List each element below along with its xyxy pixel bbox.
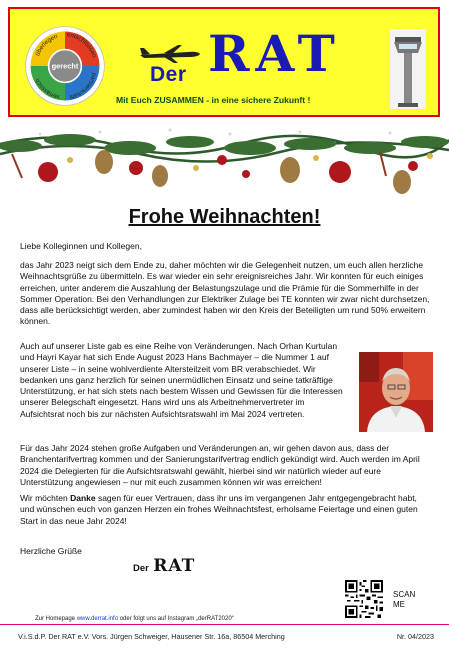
paragraph-4-start: Wir möchten	[20, 493, 71, 503]
qr-scan-label	[393, 590, 415, 610]
paragraph-4	[20, 493, 430, 527]
homepage-prefix: Zur Homepage	[35, 616, 77, 622]
homepage-link[interactable]: www.derrat.info	[76, 616, 119, 622]
portrait-photo	[359, 352, 433, 432]
page-headline: Frohe Weihnachten!	[128, 206, 321, 228]
homepage-suffix: oder folgt uns auf Instagram „derRAT2020“	[118, 616, 234, 622]
christmas-garland-image	[0, 124, 449, 196]
signature-logo	[133, 556, 195, 576]
closing: Herzliche Grüße	[20, 546, 82, 556]
title-der: Der	[150, 63, 187, 86]
paragraph-1: das Jahr 2023 neigt sich dem Ende zu, daher möchten wir die Gelegenheit nutzen, um euch allen herzliche Weihnachtsgrüße zu übermitteln. Es war wieder ein sehr ereignisreiches Jahr. Wir konnten für euch einiges erreichen, unter anderem die Auszahlung der Belastungszulage und die Prämie für die Sommerhilfe in der Sommer Operation. Bei den Verhandlungen zur Elektriker Zulage bei TE konnten wir zwar nicht durchsetzen, dass alle berücksichtigt werden, aber zumindest haben wir den Kreis der Beteiligten um rund 50% erweitern können.	[20, 260, 430, 327]
homepage-note	[35, 616, 234, 622]
paragraph-3: Für das Jahr 2024 stehen große Aufgaben und Veränderungen an, wir gehen davon aus, dass der Branchentarifvertrag kommen und der Sanierungstarifvertrag endlich gekündigt wird. Auch werden im April 2024 die Delegierten für die Aufsichtsratswahl gewählt, hierbei sind wir natürlich wieder auf eure Unterstützung angewiesen – nur mit euch zusammen können wir was erreichen!	[20, 443, 420, 487]
logo-wheel	[24, 25, 106, 107]
wheel-label-2: entschlossen	[66, 31, 98, 59]
footer-imprint: V.i.S.d.P. Der RAT e.V. Vors. Jürgen Schweiger, Hausener Str. 16a, 86504 Merching	[18, 632, 285, 641]
qr-code[interactable]	[345, 580, 383, 618]
thanks-word: Danke	[70, 493, 96, 503]
signature-der: Der	[133, 563, 149, 574]
wheel-label-1: überlegen	[34, 33, 59, 57]
issue-number: Nr. 04/2023	[396, 632, 434, 641]
paragraph-2: Auch auf unserer Liste gab es eine Reihe von Veränderungen. Nach Orhan Kurtulan und Hayri Kayar hat sich Ende August 2023 Hans Bachmayer – die Nummer 1 auf unserer Liste – in seine wohlverdiente Altersteilzeit vom BR verabschiedet. Wir bedanken uns ganz herzlich für seinen unermüdlichen Einsatz und seine tatkräftige Unterstützung, er hat sich stets nach bestem Wissen und Gewissen für die Interessen unserer Belegschaft eingesetzt. Hans wird uns als Arbeitnehmervertreter im Aufsichtsrat noch bis zur nächsten Aufsichtsratswahl im Mai 2024 vertreten.	[20, 341, 343, 419]
signature-rat: RAT	[153, 556, 196, 576]
footer-divider	[0, 624, 449, 625]
wheel-center-label: gerecht	[51, 61, 79, 71]
control-tower-icon	[390, 29, 426, 109]
paragraph-4-end: sagen für euer Vertrauen, dass ihr uns im vergangenen Jahr entgegengebracht habt, und wünschen euch von ganzen Herzen ein frohes Weihnachtsfest, erholsame Feiertage und einen guten Start in das neue Jahr 2024!	[20, 493, 418, 526]
wheel-label-5: verlässlich	[33, 77, 61, 101]
greeting: Liebe Kolleginnen und Kollegen,	[20, 241, 142, 251]
header-banner	[8, 7, 440, 117]
scan-line-1: SCAN	[393, 590, 416, 599]
scan-line-2: ME	[393, 600, 405, 609]
title-rat: RAT	[208, 24, 341, 83]
airplane-icon	[138, 43, 202, 65]
slogan: Mit Euch ZUSAMMEN - in eine sichere Zukunft !	[116, 95, 311, 105]
wheel-label-4: partnerschaftl	[68, 72, 97, 100]
